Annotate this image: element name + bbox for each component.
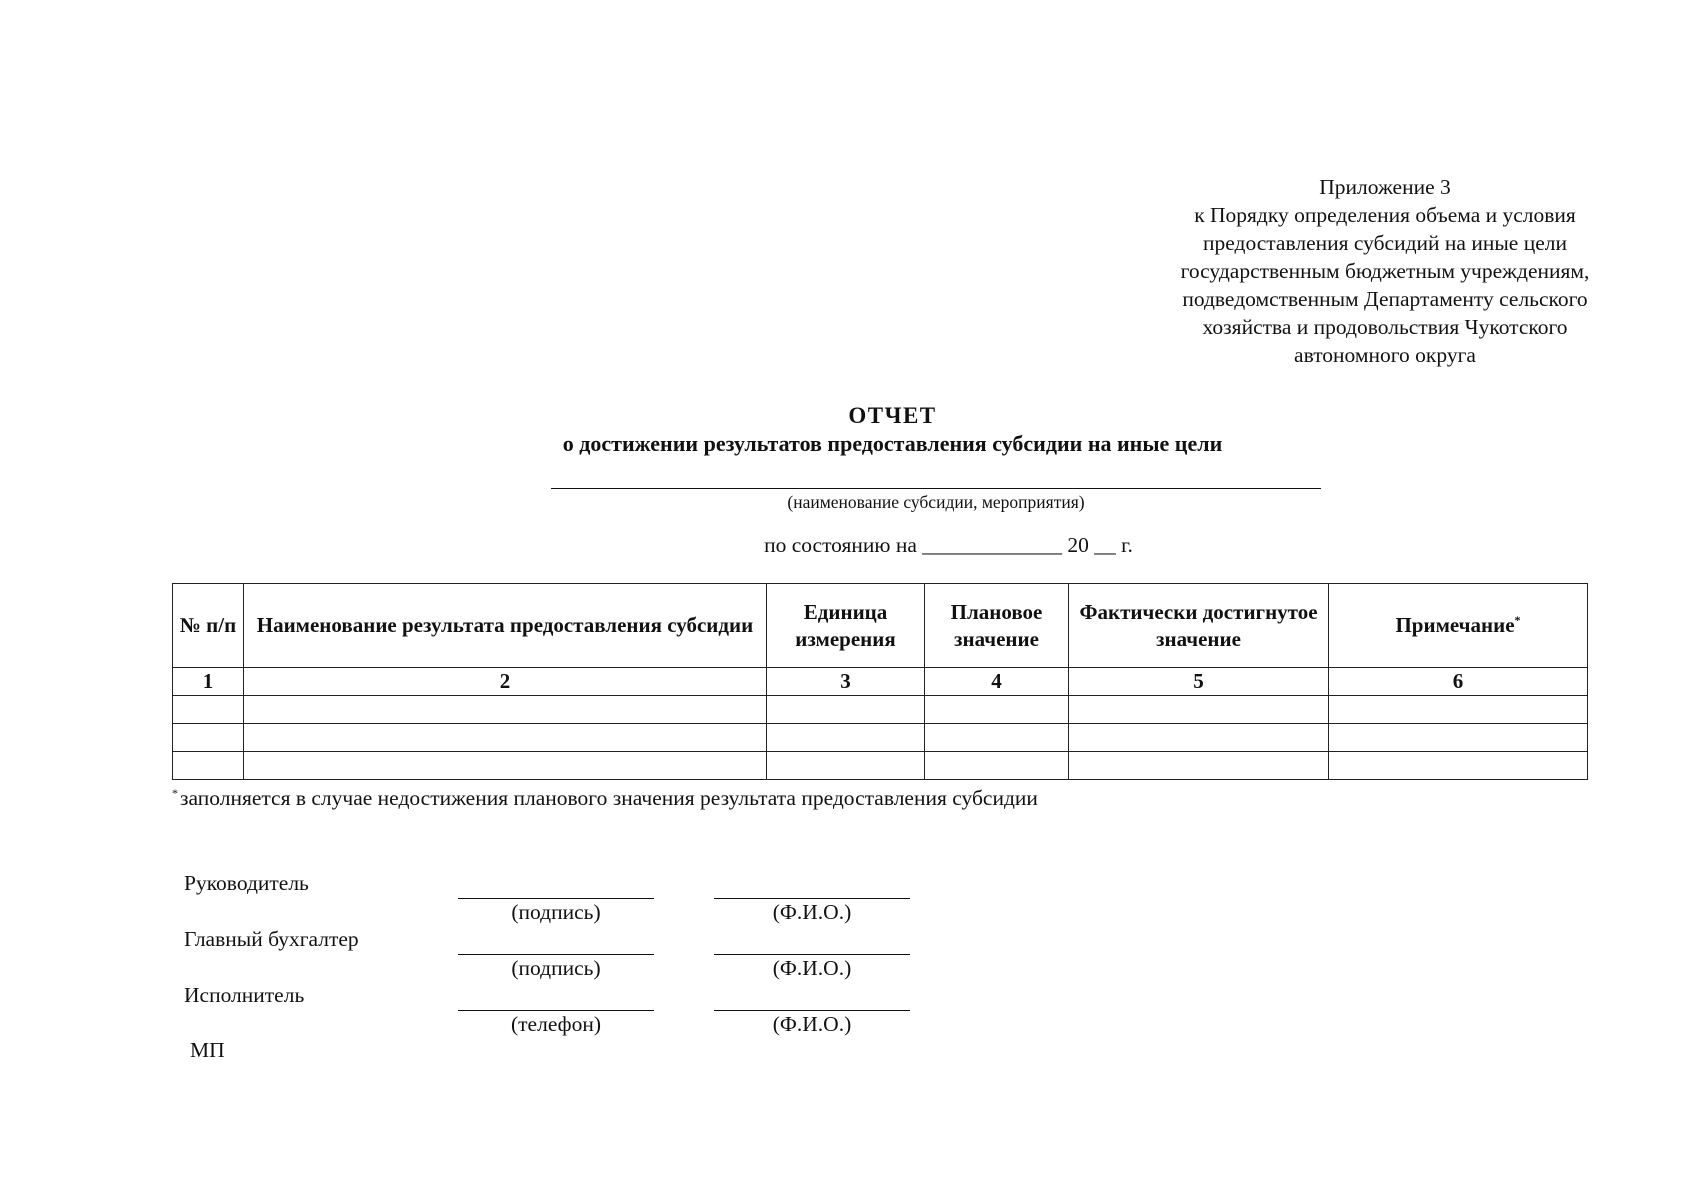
- header-note: Примечание*: [1329, 584, 1588, 668]
- results-table: [172, 583, 1588, 780]
- column-number: 4: [925, 668, 1069, 696]
- table-cell: [1069, 752, 1329, 780]
- report-subtitle: о достижении результатов предоставления субсидии на иные цели: [562, 431, 1223, 456]
- subsidy-name-line: [551, 488, 1321, 489]
- table-cell: [1329, 724, 1588, 752]
- appendix-line: к Порядку определения объема и условия: [1194, 203, 1576, 227]
- appendix-line: подведомственным Департаменту сельского: [1182, 287, 1588, 311]
- appendix-line: государственным бюджетным учреждениям,: [1180, 259, 1590, 283]
- signature-label-head: Руководитель: [184, 871, 309, 895]
- appendix-line: хозяйства и продовольствия Чукотского: [1202, 315, 1568, 339]
- signature-line: [458, 954, 654, 955]
- table-cell: [244, 696, 767, 724]
- phone-line: [458, 1010, 654, 1011]
- header-result-name: Наименование результата предоставления субсидии: [244, 584, 767, 668]
- table-cell: [173, 696, 244, 724]
- footnote-marker: *: [172, 785, 178, 800]
- table-row: [173, 696, 1588, 724]
- note-marker: *: [1514, 613, 1521, 627]
- name-caption: (Ф.И.О.): [772, 956, 852, 980]
- table-cell: [925, 696, 1069, 724]
- signature-caption: (подпись): [511, 956, 601, 980]
- table-cell: [244, 724, 767, 752]
- appendix-line: предоставления субсидий на иные цели: [1202, 231, 1568, 255]
- table-cell: [767, 724, 925, 752]
- column-number: 3: [767, 668, 925, 696]
- appendix-line: автономного округа: [1294, 343, 1476, 367]
- header-unit: Единица измерения: [767, 584, 925, 668]
- table-cell: [767, 752, 925, 780]
- table-footnote: [172, 786, 1038, 811]
- table-cell: [1069, 696, 1329, 724]
- table-cell: [767, 696, 925, 724]
- phone-caption: (телефон): [511, 1012, 601, 1036]
- signature-line: [458, 898, 654, 899]
- column-number: 2: [244, 668, 767, 696]
- appendix-line: Приложение 3: [1319, 175, 1451, 199]
- table-header-row: [173, 584, 1588, 668]
- table-cell: [1069, 724, 1329, 752]
- subsidy-name-caption: (наименование субсидии, мероприятия): [787, 492, 1085, 512]
- column-number: 6: [1329, 668, 1588, 696]
- signature-caption: (подпись): [511, 900, 601, 924]
- table-cell: [173, 752, 244, 780]
- table-cell: [925, 724, 1069, 752]
- name-line: [714, 1010, 910, 1011]
- name-caption: (Ф.И.О.): [772, 1012, 852, 1036]
- header-planned-value: Плановое значение: [925, 584, 1069, 668]
- stamp-placeholder: МП: [190, 1038, 225, 1062]
- header-actual-value: Фактически достигнутое значение: [1069, 584, 1329, 668]
- header-number: № п/п: [173, 584, 244, 668]
- table-cell: [244, 752, 767, 780]
- signature-label-executor: Исполнитель: [184, 983, 305, 1007]
- name-caption: (Ф.И.О.): [772, 900, 852, 924]
- column-number: 5: [1069, 668, 1329, 696]
- footnote-text: заполняется в случае недостижения планового значения результата предоставления субсидии: [180, 786, 1038, 810]
- table-row: [173, 724, 1588, 752]
- table-row: [173, 752, 1588, 780]
- name-line: [714, 954, 910, 955]
- column-number: 1: [173, 668, 244, 696]
- table-cell: [925, 752, 1069, 780]
- column-number-row: [173, 668, 1588, 696]
- signature-label-accountant: Главный бухгалтер: [184, 927, 359, 951]
- table-cell: [1329, 752, 1588, 780]
- table-cell: [1329, 696, 1588, 724]
- appendix-block: [1140, 173, 1630, 369]
- report-title: ОТЧЕТ: [848, 403, 937, 428]
- name-line: [714, 898, 910, 899]
- table-cell: [173, 724, 244, 752]
- as-of-date-line: по состоянию на _____________ 20 __ г.: [764, 533, 1133, 557]
